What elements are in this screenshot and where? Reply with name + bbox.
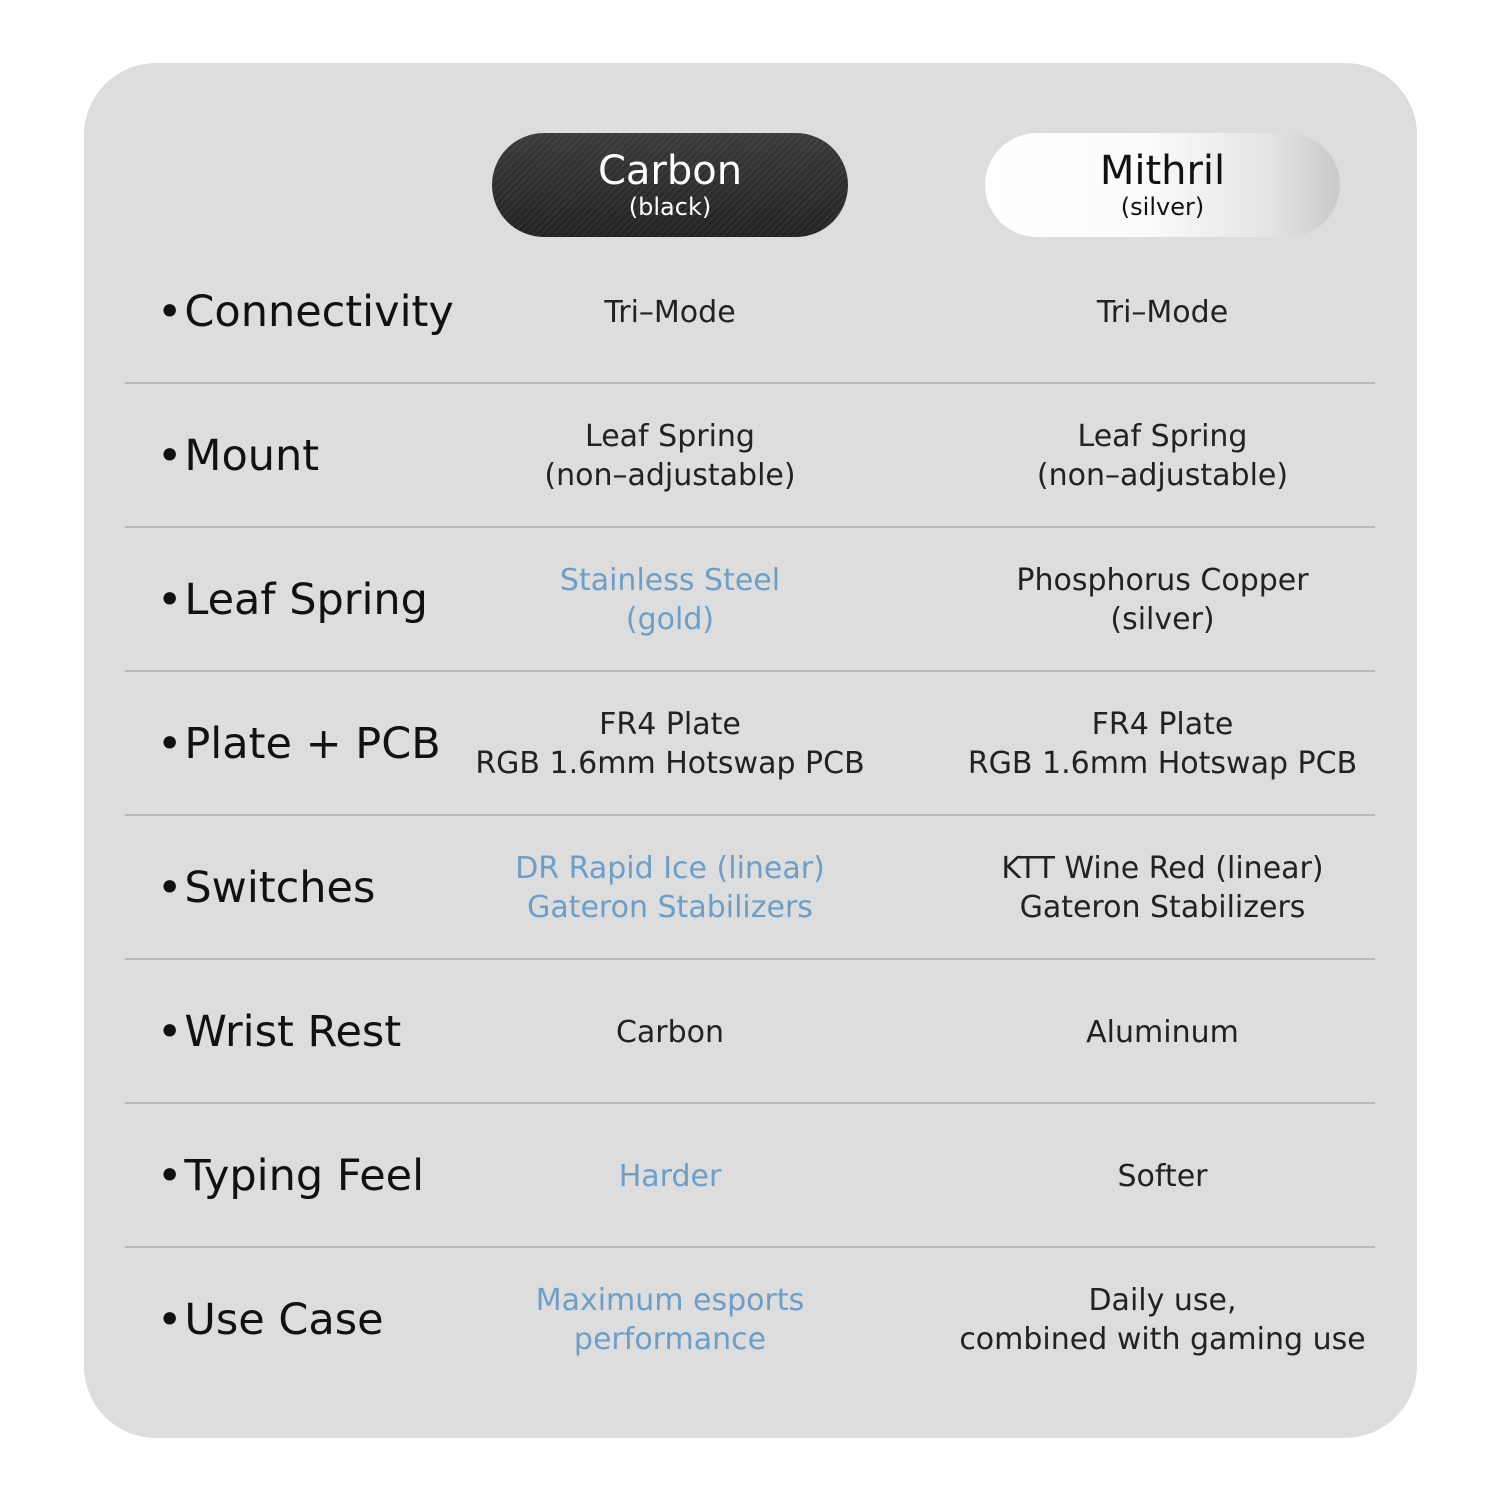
row-label-text: Typing Feel <box>184 1151 425 1201</box>
cell-text: Gateron Stabilizers <box>1019 890 1306 925</box>
cell-text: Softer <box>1117 1158 1208 1194</box>
column-subtitle: (black) <box>628 193 712 221</box>
cell-text: Gateron Stabilizers <box>527 890 813 925</box>
table-row <box>125 672 1375 816</box>
cell-carbon <box>455 816 885 960</box>
cell-text: RGB 1.6mm Hotswap PCB <box>967 746 1358 781</box>
row-label <box>157 1248 384 1392</box>
row-label-text: Use Case <box>184 1295 384 1345</box>
bullet-icon: • <box>157 719 183 769</box>
bullet-icon: • <box>157 287 183 337</box>
cell-mithril <box>945 816 1380 960</box>
cell-text: KTT Wine Red (linear) <box>1001 851 1324 886</box>
row-label <box>157 672 441 816</box>
table-row <box>125 816 1375 960</box>
cell-text: (gold) <box>625 602 715 637</box>
cell-text: FR4 Plate <box>1091 707 1234 742</box>
table-row <box>125 384 1375 528</box>
cell-mithril <box>945 240 1380 384</box>
cell-text: performance <box>573 1322 767 1357</box>
row-label-text: Switches <box>184 863 376 913</box>
cell-carbon <box>455 672 885 816</box>
column-header-mithril <box>985 133 1340 237</box>
cell-text: Leaf Spring <box>1077 419 1248 454</box>
table-row <box>125 528 1375 672</box>
cell-mithril <box>945 672 1380 816</box>
row-label <box>157 816 375 960</box>
row-label <box>157 960 401 1104</box>
cell-carbon <box>455 1104 885 1248</box>
cell-text: combined with gaming use <box>959 1322 1366 1357</box>
cell-carbon <box>455 528 885 672</box>
cell-text: Leaf Spring <box>585 419 755 454</box>
cell-text: Tri–Mode <box>1096 294 1229 330</box>
cell-carbon <box>455 384 885 528</box>
cell-mithril <box>945 1248 1380 1392</box>
cell-carbon <box>455 960 885 1104</box>
cell-text: DR Rapid Ice (linear) <box>515 851 825 886</box>
row-label-text: Plate + PCB <box>184 719 441 769</box>
table-row <box>125 1104 1375 1248</box>
cell-carbon <box>455 1248 885 1392</box>
cell-mithril <box>945 528 1380 672</box>
row-label <box>157 240 454 384</box>
cell-text: (non–adjustable) <box>544 458 796 493</box>
column-title: Mithril <box>1099 148 1226 194</box>
column-header-carbon <box>492 133 848 237</box>
bullet-icon: • <box>157 575 183 625</box>
cell-text: (silver) <box>1110 602 1215 637</box>
cell-text: Aluminum <box>1086 1014 1239 1050</box>
bullet-icon: • <box>157 863 183 913</box>
cell-text: Carbon <box>615 1014 725 1050</box>
cell-text: Stainless Steel <box>559 563 781 598</box>
cell-text: Harder <box>618 1158 722 1194</box>
cell-mithril <box>945 1104 1380 1248</box>
cell-text: Phosphorus Copper <box>1016 563 1309 598</box>
row-label-text: Leaf Spring <box>184 575 428 625</box>
row-label <box>157 1104 424 1248</box>
row-label-text: Connectivity <box>184 287 454 337</box>
cell-text: FR4 Plate <box>599 707 741 742</box>
cell-text: (non–adjustable) <box>1036 458 1289 493</box>
cell-text: Daily use, <box>1088 1283 1237 1318</box>
cell-text: Tri–Mode <box>604 294 736 330</box>
cell-mithril <box>945 384 1380 528</box>
table-row <box>125 240 1375 384</box>
column-subtitle: (silver) <box>1120 193 1205 221</box>
cell-text: Maximum esports <box>535 1283 805 1318</box>
cell-carbon <box>455 240 885 384</box>
table-row <box>125 1248 1375 1392</box>
row-label <box>157 528 428 672</box>
row-label-text: Mount <box>184 431 320 481</box>
row-label <box>157 384 319 528</box>
row-label-text: Wrist Rest <box>184 1007 402 1057</box>
bullet-icon: • <box>157 1007 183 1057</box>
table-row <box>125 960 1375 1104</box>
cell-mithril <box>945 960 1380 1104</box>
bullet-icon: • <box>157 1295 183 1345</box>
bullet-icon: • <box>157 1151 183 1201</box>
column-title: Carbon <box>597 148 743 194</box>
cell-text: RGB 1.6mm Hotswap PCB <box>475 746 865 781</box>
bullet-icon: • <box>157 431 183 481</box>
